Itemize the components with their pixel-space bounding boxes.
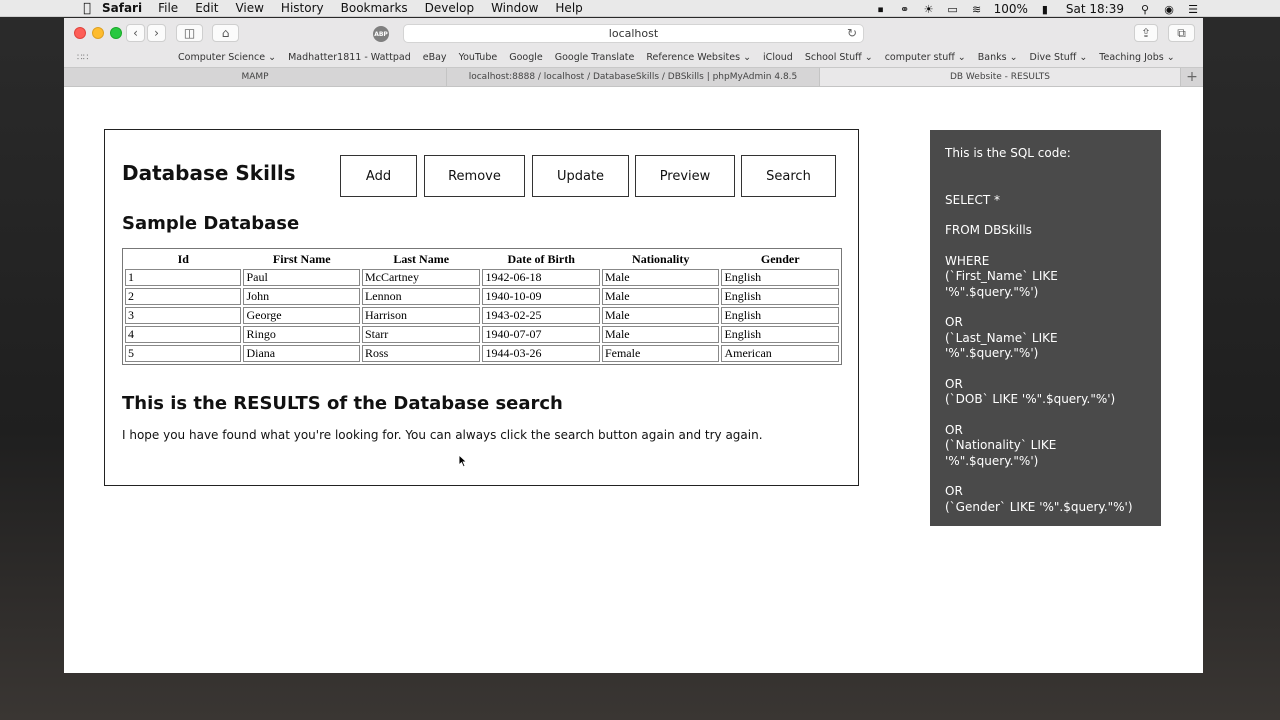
menu-file[interactable]: File <box>158 1 179 15</box>
browser-window <box>64 18 1203 673</box>
airplay-icon[interactable]: ▭ <box>947 2 958 16</box>
table-cell: John <box>243 288 359 305</box>
sql-line: SELECT * <box>945 192 1000 207</box>
home-icon[interactable]: ⌂ <box>212 24 239 42</box>
user-icon[interactable]: ◉ <box>1164 2 1174 16</box>
bookmark-item[interactable]: Dive Stuff ⌄ <box>1029 52 1088 63</box>
update-button[interactable]: Update <box>532 155 629 197</box>
table-cell: Male <box>602 269 720 286</box>
table-cell: Male <box>602 307 720 324</box>
bookmark-item[interactable]: Madhatter1811 - Wattpad <box>288 52 411 63</box>
sql-line: OR <box>945 376 963 391</box>
menu-help[interactable]: Help <box>555 1 583 15</box>
creative-cloud-icon[interactable]: ⚭ <box>900 2 910 16</box>
main-panel <box>104 129 859 486</box>
sql-code-panel <box>930 130 1161 560</box>
sql-line: OR <box>945 484 963 498</box>
tab-bar <box>64 67 1203 87</box>
section-title: Sample Database <box>122 213 300 234</box>
mouse-cursor-icon <box>458 454 468 468</box>
table-cell: English <box>721 326 839 343</box>
sql-line: (`Last_Name` LIKE '%".$query."%') <box>945 330 1058 360</box>
table-row <box>125 307 839 324</box>
table-cell: 1944-03-26 <box>482 345 600 362</box>
status-area <box>864 0 1280 17</box>
bookmark-item[interactable]: Teaching Jobs ⌄ <box>1099 52 1175 63</box>
table-cell: McCartney <box>362 269 481 286</box>
menu-bookmarks[interactable]: Bookmarks <box>340 1 408 15</box>
battery-percent: 100% <box>993 1 1028 16</box>
close-window-icon[interactable] <box>74 27 86 39</box>
sql-line: (`First_Name` LIKE '%".$query."%') <box>945 269 1058 299</box>
forward-icon[interactable]: › <box>147 24 166 42</box>
table-cell: English <box>721 288 839 305</box>
browser-toolbar <box>64 18 1203 48</box>
table-row <box>125 326 839 343</box>
column-header: First Name <box>272 251 331 266</box>
sql-line: OR <box>945 530 963 544</box>
bookmark-list <box>178 52 1187 63</box>
bookmarks-bar <box>64 48 1203 67</box>
table-row <box>125 269 839 286</box>
table-cell: Lennon <box>362 288 481 305</box>
sql-line: (`DOB` LIKE '%".$query."%') <box>945 392 1116 406</box>
sql-line: FROM DBSkills <box>945 223 1032 237</box>
wifi-icon[interactable]: ≋ <box>972 2 982 16</box>
table-cell: English <box>721 307 839 324</box>
tab-label: MAMP <box>241 72 269 82</box>
table-row <box>125 288 839 305</box>
adblock-icon[interactable]: ABP <box>373 26 389 42</box>
menu-app-name[interactable]: Safari <box>102 1 143 15</box>
table-row <box>125 345 839 362</box>
remove-button[interactable]: Remove <box>424 155 525 197</box>
table-cell: 4 <box>125 326 241 343</box>
minimize-window-icon[interactable] <box>92 27 104 39</box>
sql-line: WHERE <box>945 253 990 268</box>
sql-line: (`Gender` LIKE '%".$query."%') <box>945 499 1133 514</box>
column-header: Date of Birth <box>507 251 575 266</box>
tab-phpmyadmin[interactable] <box>447 68 820 86</box>
table-cell: 5 <box>125 345 241 362</box>
clock[interactable]: Sat 18:39 <box>1065 1 1124 16</box>
add-button[interactable]: Add <box>340 155 417 197</box>
new-tab-icon[interactable]: + <box>1186 69 1198 85</box>
back-icon[interactable]: ‹ <box>126 24 145 42</box>
database-table <box>122 248 842 365</box>
bookmark-item[interactable]: YouTube <box>458 52 498 63</box>
bookmark-item[interactable]: Computer Science ⌄ <box>178 52 277 63</box>
menu-view[interactable]: View <box>235 1 264 15</box>
apple-icon[interactable] <box>80 1 94 16</box>
window-controls <box>74 27 128 39</box>
menu-develop[interactable]: Develop <box>424 1 475 15</box>
sql-heading: This is the SQL code: <box>945 146 1071 160</box>
zoom-window-icon[interactable] <box>110 27 122 39</box>
table-cell: Male <box>602 326 720 343</box>
show-tabs-icon[interactable]: ⧉ <box>1168 24 1195 42</box>
bookmark-item[interactable]: Reference Websites ⌄ <box>646 52 752 63</box>
table-cell: 1 <box>125 269 241 286</box>
table-cell: Ross <box>362 345 481 362</box>
spotlight-icon[interactable]: ⚲ <box>1140 2 1150 16</box>
column-header: Last Name <box>393 251 450 266</box>
table-cell: 1942-06-18 <box>482 269 600 286</box>
bookmark-item[interactable]: computer stuff ⌄ <box>884 52 966 63</box>
reload-icon[interactable]: ↻ <box>846 26 857 40</box>
tab-mamp[interactable] <box>64 68 447 86</box>
bookmark-item[interactable]: iCloud <box>763 52 793 63</box>
table-cell: Female <box>602 345 720 362</box>
menu-bar <box>0 0 1280 17</box>
table-cell: American <box>721 345 839 362</box>
url-text: localhost <box>608 27 659 40</box>
top-sites-icon[interactable]: ∷∷ <box>77 52 89 63</box>
tab-db-website-results[interactable] <box>820 68 1181 86</box>
results-text: I hope you have found what you're looking for. You can always click the search button again and try again. <box>122 428 763 442</box>
sql-line: (`id` LIKE '%".$query."%') <box>945 545 1100 560</box>
table-cell: 2 <box>125 288 241 305</box>
menu-edit[interactable]: Edit <box>195 1 219 15</box>
sidebar-icon[interactable]: ◫ <box>176 24 203 42</box>
bookmark-item[interactable]: School Stuff ⌄ <box>804 52 873 63</box>
table-cell: Paul <box>243 269 359 286</box>
table-cell: Harrison <box>362 307 481 324</box>
brightness-icon[interactable]: ☀ <box>923 2 934 16</box>
table-cell: English <box>721 269 839 286</box>
record-icon[interactable]: ⏹ <box>877 2 884 16</box>
bookmark-item[interactable]: Google <box>509 52 543 63</box>
table-cell: George <box>243 307 359 324</box>
page-title: Database Skills <box>122 161 296 185</box>
table-cell: 1940-10-09 <box>482 288 600 305</box>
preview-button[interactable]: Preview <box>635 155 735 197</box>
tab-label: DB Website - RESULTS <box>949 72 1051 82</box>
column-header: Id <box>177 251 189 266</box>
column-header: Nationality <box>632 251 690 266</box>
sql-line: OR <box>945 315 963 329</box>
menu-window[interactable]: Window <box>491 1 539 15</box>
bookmark-item[interactable]: Google Translate <box>554 52 635 63</box>
search-button[interactable]: Search <box>741 155 836 197</box>
share-icon[interactable]: ⇪ <box>1134 24 1158 42</box>
address-bar[interactable] <box>403 24 864 43</box>
table-cell: Male <box>602 288 720 305</box>
table-header-row <box>125 251 839 267</box>
table-cell: Diana <box>243 345 359 362</box>
tab-label: localhost:8888 / localhost / DatabaseSkills / DBSkills | phpMyAdmin 4.8.5 <box>468 72 798 82</box>
table-cell: 1943-02-25 <box>482 307 600 324</box>
table-cell: 3 <box>125 307 241 324</box>
notification-center-icon[interactable]: ☰ <box>1188 2 1198 16</box>
sql-line: (`Nationality` LIKE '%".$query."%') <box>945 438 1057 468</box>
table-cell: Ringo <box>243 326 359 343</box>
sql-line: OR <box>945 422 963 437</box>
battery-icon[interactable]: ▮ <box>1041 2 1048 16</box>
results-title: This is the RESULTS of the Database search <box>122 393 563 414</box>
bookmark-item[interactable]: eBay <box>422 52 447 63</box>
bookmark-item[interactable]: Banks ⌄ <box>977 52 1018 63</box>
column-header: Gender <box>760 251 800 266</box>
menu-history[interactable]: History <box>280 1 324 15</box>
table-cell: 1940-07-07 <box>482 326 600 343</box>
table-cell: Starr <box>362 326 481 343</box>
page-content <box>64 88 1203 673</box>
